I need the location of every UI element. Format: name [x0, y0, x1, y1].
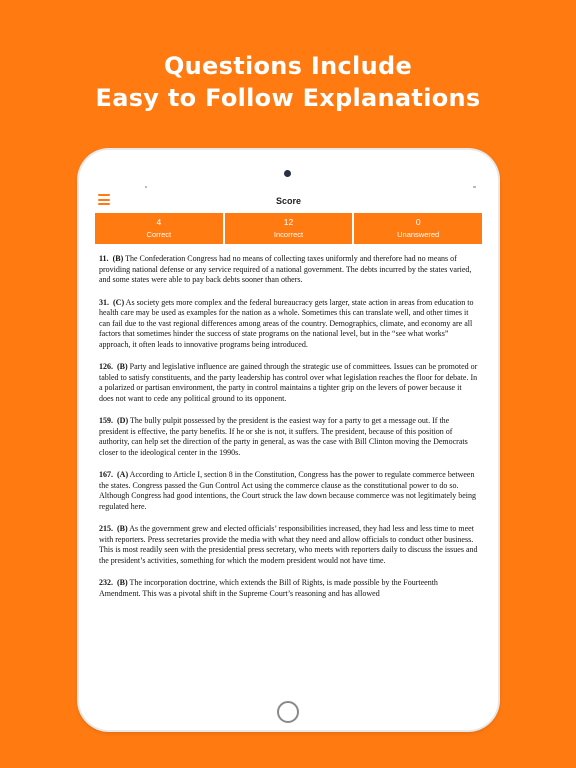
- score-summary: [95, 213, 482, 244]
- explanation-text: According to Article I, section 8 in the Constitution, Congress has the power to regulate commerce between the states. Congress passed the Gun Control Act using the commerce clause as the constitutional power to do so. Although Congress had good intentions, the Court struck the law down because commerce was not legitimately being regulated here.: [99, 470, 477, 511]
- explanation-text: Party and legislative influence are gained through the strategic use of committees. Issues can be promoted or tabled to satisfy constituents, and the party leadership has control over what legislation reaches the floor for debate. In a polarized or partisan environment, the party in control maintains a tighter grip on the levers of power because it does not want to cede any political ground to its opponent.: [99, 362, 478, 403]
- answer-letter: (B): [112, 254, 124, 263]
- navigation-bar: [95, 192, 482, 210]
- question-number: 159.: [99, 416, 113, 425]
- stat-correct-value: 4: [156, 217, 162, 227]
- explanations-list[interactable]: [95, 244, 482, 599]
- tablet-frame: [79, 150, 498, 730]
- explanation-text: As society gets more complex and the federal bureaucracy gets larger, state action in areas from education to health care may be used as examples for the nation as a whole. Sometimes this can translate well, and other times it can fail due to the vast regional differences among areas of the country. Demographics, climate, and economy are all factors that sometimes hinder the success of state programs on the national level, but in the “see what works” approach, it often leads to innovative programs being introduced.: [99, 297, 474, 349]
- stat-unanswered-label: Unanswered: [397, 230, 440, 239]
- promo-headline: [0, 50, 576, 114]
- explanation-item: [99, 298, 478, 351]
- stat-incorrect[interactable]: [225, 213, 353, 244]
- question-number: 232.: [99, 578, 113, 587]
- answer-letter: (B): [117, 578, 128, 587]
- explanation-item: [99, 524, 478, 566]
- explanation-text: The bully pulpit possessed by the president is the easiest way for a party to get a message out. If the president is effective, the party benefits. If he or she is not, it suffers. The president, because of this position of authority, can help set the direction of the party in general, as was the case with Bill Clinton moving the Democrats closer to the ideological center in the 1990s.: [99, 416, 468, 457]
- explanation-item: [99, 470, 478, 512]
- hamburger-menu-icon[interactable]: [98, 194, 110, 205]
- headline-line-2: Easy to Follow Explanations: [95, 84, 481, 112]
- explanation-text: The incorporation doctrine, which extends the Bill of Rights, is made possible by the Fourteenth Amendment. This was a pivotal shift in the Supreme Court’s reasoning and has allowed: [99, 578, 438, 598]
- camera-icon: [284, 170, 291, 177]
- headline-line-1: Questions Include: [163, 52, 413, 80]
- answer-letter: (C): [113, 297, 125, 307]
- explanation-item: [99, 416, 478, 458]
- explanation-item: [99, 362, 478, 404]
- home-button[interactable]: [277, 701, 299, 723]
- explanation-text: The Confederation Congress had no means of collecting taxes uniformly and therefore had no means of providing national defense or any service required of a national government. The debts incurred by the states varied, and some states were able to pay back debts sooner than others.: [99, 254, 472, 284]
- status-indicator-right: [473, 186, 476, 188]
- stat-correct-label: Correct: [146, 230, 172, 239]
- question-number: 11.: [99, 254, 109, 263]
- explanation-text: As the government grew and elected officials’ responsibilities increased, they had less and less time to meet with reporters. Press secretaries provide the media with what they need and allow officials to conduct other business. This is most readily seen with the presidential press secretary, who meets with reporters daily to discuss the issues and the president’s activities, something for which the modern president would not have time.: [99, 524, 478, 565]
- stat-unanswered-value: 0: [415, 217, 421, 227]
- explanation-item: [99, 254, 478, 286]
- page-title: Score: [275, 196, 301, 206]
- question-number: 215.: [99, 524, 113, 533]
- status-indicator-left: [145, 186, 147, 188]
- question-number: 126.: [99, 362, 113, 371]
- stat-unanswered[interactable]: [354, 213, 482, 244]
- answer-letter: (B): [117, 524, 128, 533]
- answer-letter: (D): [117, 416, 129, 425]
- stat-correct[interactable]: [95, 213, 223, 244]
- question-number: 31.: [99, 297, 109, 307]
- app-screen: [95, 186, 482, 701]
- stat-incorrect-value: 12: [283, 217, 294, 227]
- explanation-item: [99, 578, 478, 599]
- stat-incorrect-label: Incorrect: [273, 230, 304, 239]
- answer-letter: (B): [117, 362, 128, 371]
- question-number: 167.: [99, 470, 113, 479]
- answer-letter: (A): [117, 470, 129, 479]
